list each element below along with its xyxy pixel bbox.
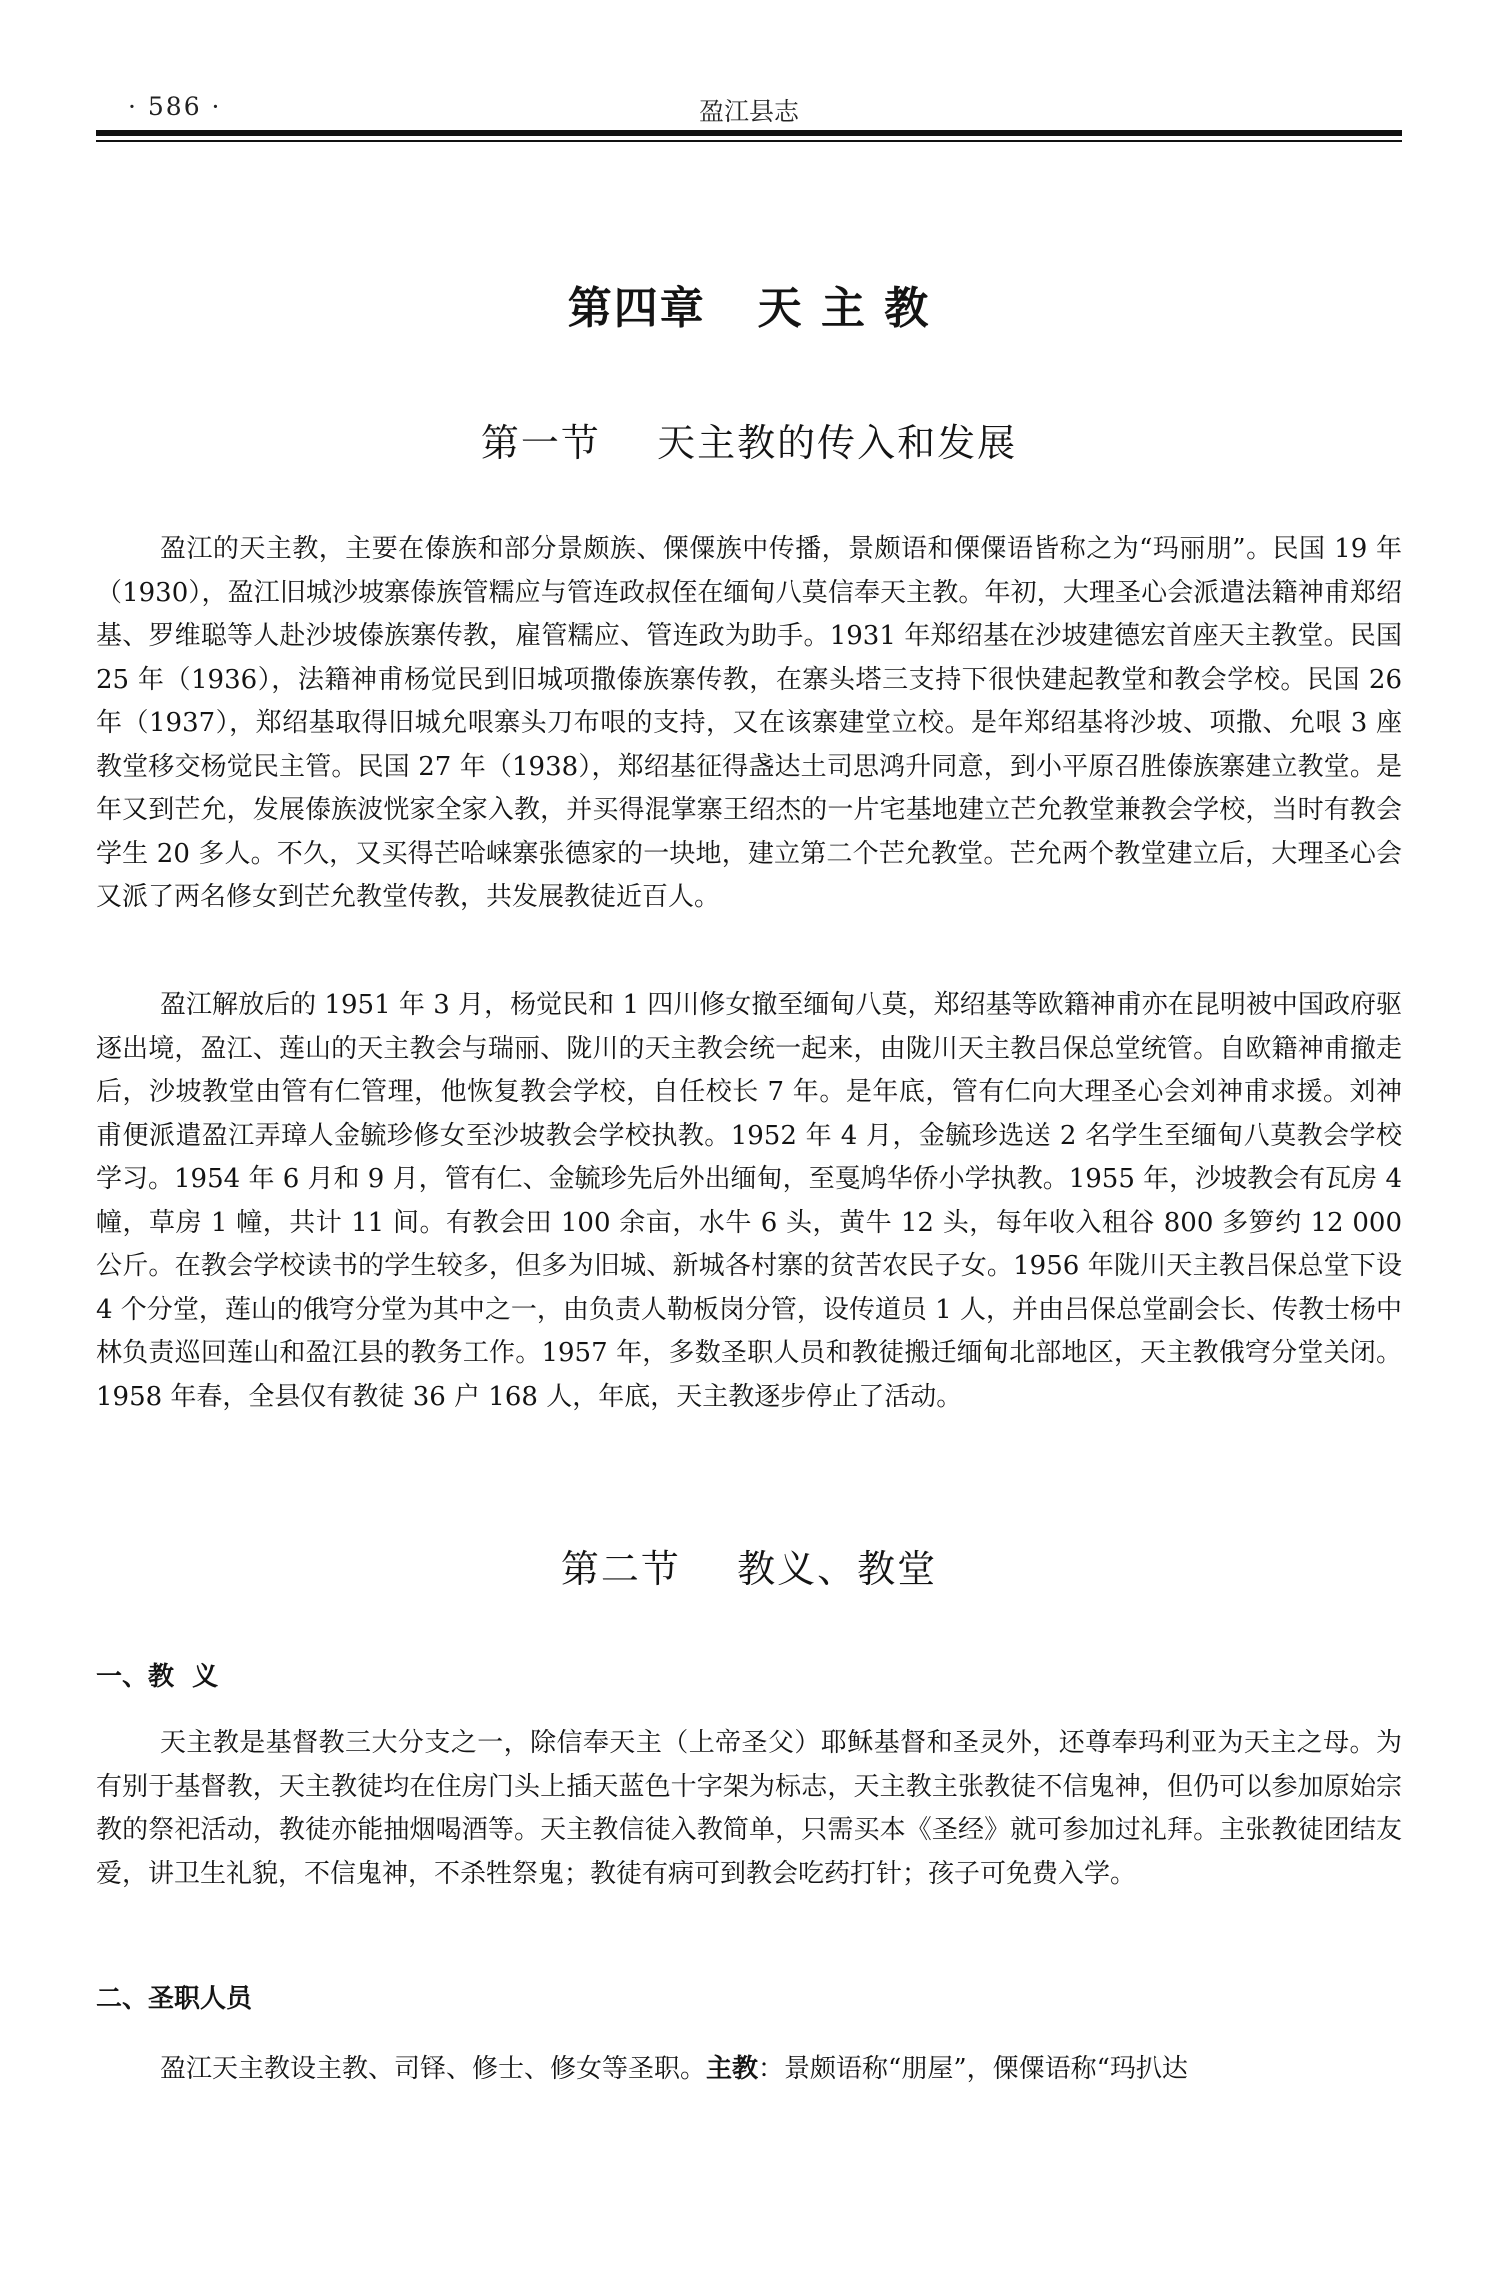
section1-paragraph-1: 盈江的天主教，主要在傣族和部分景颇族、傈僳族中传播，景颇语和傈僳语皆称之为“玛丽朋”。民国 19 年（1930），盈江旧城沙坡寨傣族管糯应与管连政叔侄在缅甸八莫信奉天主教。年初，大理圣心会派遣法籍神甫郑绍基、罗维聪等人赴沙坡傣族寨传教，雇管糯应、管连政为助手。1931 年郑绍基在沙坡建德宏首座天主教堂。民国 25 年（1936），法籍神甫杨觉民到旧城项撒傣族寨传教，在寨头塔三支持下很快建起教堂和教会学校。民国 26 年（1937），郑绍基取得旧城允哏寨头刀布哏的支持，又在该寨建堂立校。是年郑绍基将沙坡、项撒、允哏 3 座教堂移交杨觉民主管。民国 27 年（1938），郑绍基征得盏达土司思鸿升同意，到小平原召胜傣族寨建立教堂。是年又到芒允，发展傣族波恍家全家入教，并买得混掌寨王绍杰的一片宅基地建立芒允教堂兼教会学校，当时有教会学生 20 多人。不久，又买得芒哈崃寨张德家的一块地，建立第二个芒允教堂。芒允两个教堂建立后，大理圣心会又派了两名修女到芒允教堂传教，共发展教徒近百人。 xyxy=(96,534,1402,912)
chapter-title: 第四章 天 主 教 xyxy=(567,283,931,334)
subheading-doctrine: 一、教 义 xyxy=(96,1662,219,1692)
clergy-paragraph xyxy=(96,2048,1402,2092)
clergy-text-lead: 盈江天主教设主教、司铎、修士、修女等圣职。 xyxy=(160,2054,707,2084)
section-title-2: 第二节 教义、教堂 xyxy=(560,1547,938,1591)
section1-paragraph-2: 盈江解放后的 1951 年 3 月，杨觉民和 1 四川修女撤至缅甸八莫，郑绍基等欧籍神甫亦在昆明被中国政府驱逐出境，盈江、莲山的天主教会与瑞丽、陇川的天主教会统一起来，由陇川天主教吕保总堂统管。自欧籍神甫撤走后，沙坡教堂由管有仁管理，他恢复教会学校，自任校长 7 年。是年底，管有仁向大理圣心会刘神甫求援。刘神甫便派遣盈江弄璋人金毓珍修女至沙坡教会学校执教。1952 年 4 月，金毓珍选送 2 名学生至缅甸八莫教会学校学习。1954 年 6 月和 9 月，管有仁、金毓珍先后外出缅甸，至戛鸠华侨小学执教。1955 年，沙坡教会有瓦房 4 幢，草房 1 幢，共计 11 间。有教会田 100 余亩，水牛 6 头，黄牛 12 头，每年收入租谷 800 多箩约 12 000 公斤。在教会学校读书的学生较多，但多为旧城、新城各村寨的贫苦农民子女。1956 年陇川天主教吕保总堂下设 4 个分堂，莲山的俄穹分堂为其中之一，由负责人勒板岗分管，设传道员 1 人，并由吕保总堂副会长、传教士杨中林负责巡回莲山和盈江县的教务工作。1957 年，多数圣职人员和教徒搬迁缅甸北部地区，天主教俄穹分堂关闭。1958 年春，全县仅有教徒 36 户 168 人，年底，天主教逐步停止了活动。 xyxy=(96,990,1402,1412)
header-rule-thick xyxy=(96,130,1402,136)
page-number: · 586 · xyxy=(128,92,222,121)
section-title-1: 第一节 天主教的传入和发展 xyxy=(480,421,1018,465)
running-title: 盈江县志 xyxy=(698,97,799,126)
header-rule-thin xyxy=(96,140,1402,142)
clergy-term-bishop: 主教 xyxy=(706,2054,759,2084)
doctrine-paragraph: 天主教是基督教三大分支之一，除信奉天主（上帝圣父）耶稣基督和圣灵外，还尊奉玛利亚为天主之母。为有别于基督教，天主教徒均在住房门头上插天蓝色十字架为标志，天主教主张教徒不信鬼神，但仍可以参加原始宗教的祭祀活动，教徒亦能抽烟喝酒等。天主教信徒入教简单，只需买本《圣经》就可参加过礼拜。主张教徒团结友爱，讲卫生礼貌，不信鬼神，不杀牲祭鬼；教徒有病可到教会吃药打针；孩子可免费入学。 xyxy=(96,1728,1402,1889)
page-header xyxy=(96,92,1402,132)
subheading-clergy: 二、圣职人员 xyxy=(96,1984,253,2014)
clergy-text-rest: ：景颇语称“朋屋”，傈僳语称“玛扒达 xyxy=(758,2054,1188,2084)
